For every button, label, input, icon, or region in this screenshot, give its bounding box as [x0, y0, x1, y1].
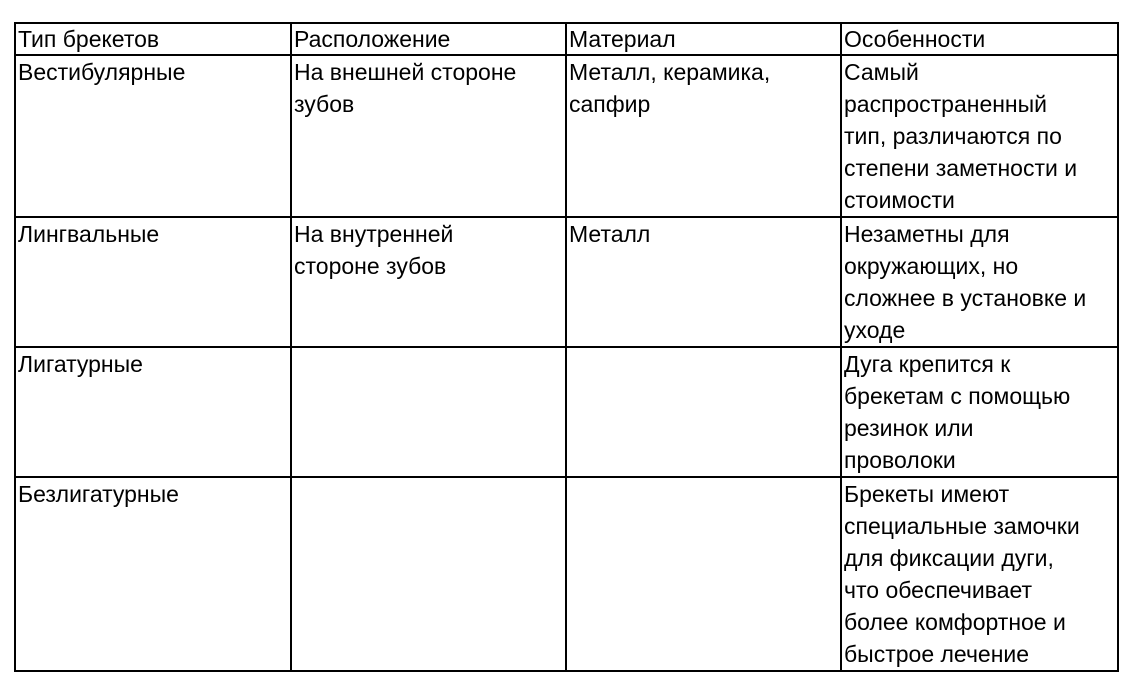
cell-text-line: уходе	[844, 317, 906, 343]
table-row	[15, 477, 1118, 671]
cell-text-line: что обеспечивает	[844, 577, 1033, 603]
cell-text-line: резинок или	[844, 415, 974, 441]
cell-type: Лигатурные	[15, 347, 291, 477]
cell-text-line: быстрое лечение	[844, 641, 1030, 667]
table-row	[15, 347, 1118, 477]
cell-text-line: окружающих, но	[844, 253, 1019, 279]
cell-location	[291, 347, 566, 477]
cell-text-line: На внешней стороне	[294, 59, 517, 85]
cell-text-line: сапфир	[569, 91, 651, 117]
header-cell-type: Тип брекетов	[15, 23, 291, 55]
braces-table	[14, 22, 1119, 672]
cell-text-line: Металл, керамика,	[569, 59, 771, 85]
cell-location	[291, 55, 566, 217]
cell-features	[841, 477, 1118, 671]
cell-text-line: более комфортное и	[844, 609, 1066, 635]
header-cell-features: Особенности	[841, 23, 1118, 55]
cell-type: Безлигатурные	[15, 477, 291, 671]
cell-text-line: проволоки	[844, 447, 956, 473]
cell-text-line: стоимости	[844, 187, 955, 213]
cell-text-line: брекетам с помощью	[844, 383, 1071, 409]
cell-text-line: специальные замочки	[844, 513, 1080, 539]
cell-type: Вестибулярные	[15, 55, 291, 217]
cell-text-line: Брекеты имеют	[844, 481, 1010, 507]
table-row	[15, 55, 1118, 217]
cell-material	[566, 477, 841, 671]
cell-material	[566, 55, 841, 217]
cell-text-line: распространенный	[844, 91, 1048, 117]
cell-text-line: степени заметности и	[844, 155, 1078, 181]
cell-text-line: для фиксации дуги,	[844, 545, 1054, 571]
cell-text-line: зубов	[294, 91, 355, 117]
cell-material	[566, 217, 841, 347]
cell-text-line: Металл	[569, 221, 651, 247]
cell-features	[841, 55, 1118, 217]
header-cell-material: Материал	[566, 23, 841, 55]
cell-text-line: сложнее в установке и	[844, 285, 1087, 311]
cell-type: Лингвальные	[15, 217, 291, 347]
cell-features	[841, 217, 1118, 347]
header-cell-location: Расположение	[291, 23, 566, 55]
cell-location	[291, 217, 566, 347]
cell-text-line: стороне зубов	[294, 253, 447, 279]
cell-features	[841, 347, 1118, 477]
table-row	[15, 217, 1118, 347]
cell-text-line: Самый	[844, 59, 919, 85]
cell-material	[566, 347, 841, 477]
cell-text-line: Незаметны для	[844, 221, 1010, 247]
cell-text-line: На внутренней	[294, 221, 454, 247]
cell-text-line: Дуга крепится к	[844, 351, 1011, 377]
cell-location	[291, 477, 566, 671]
cell-text-line: тип, различаются по	[844, 123, 1062, 149]
table-header-row	[15, 23, 1118, 55]
